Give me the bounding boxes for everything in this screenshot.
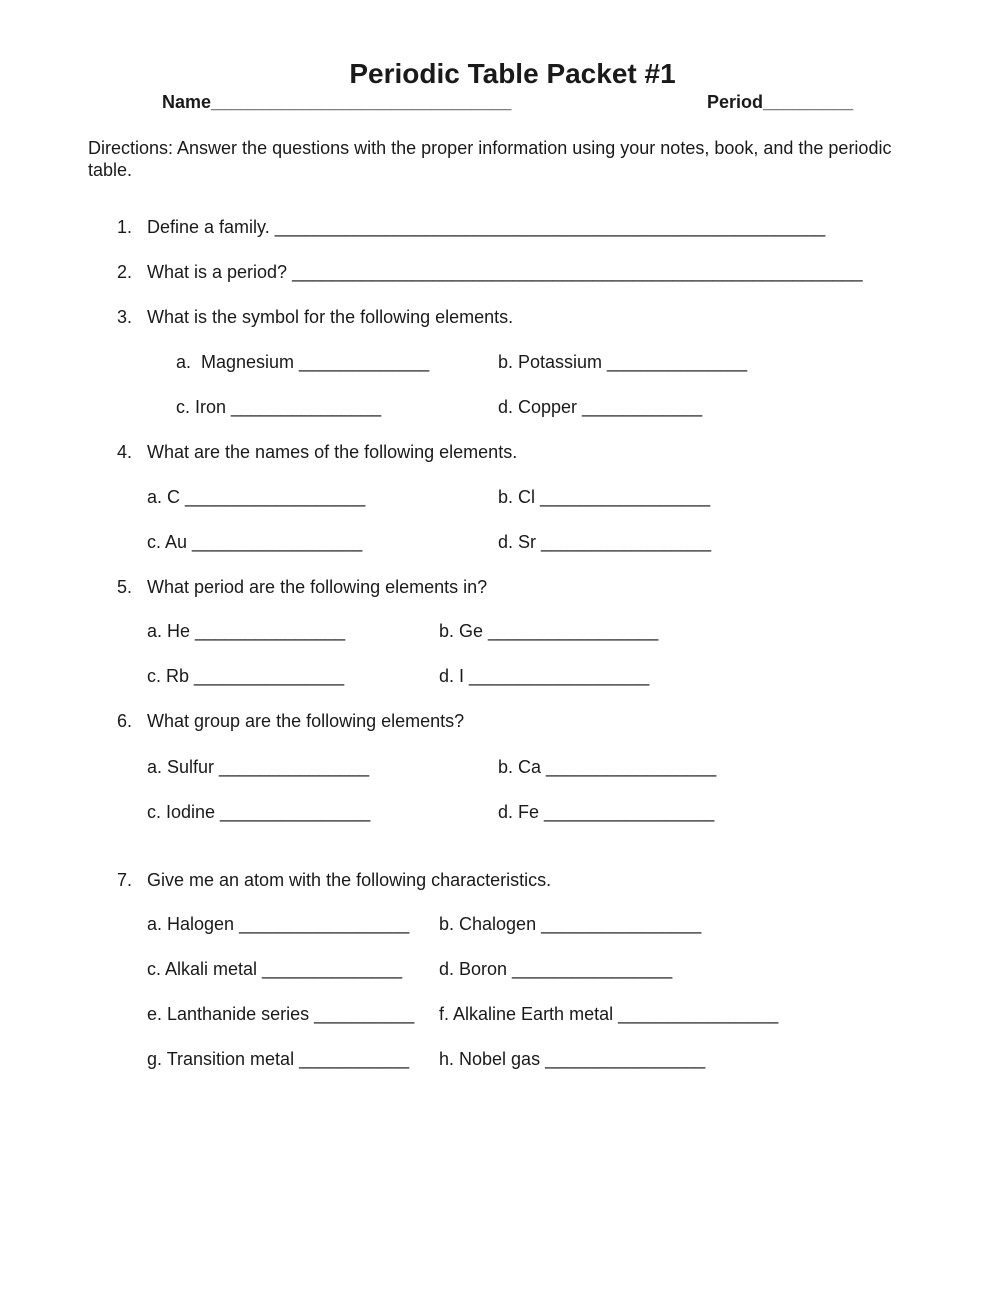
page-title: Periodic Table Packet #1 [349,58,676,89]
question-7: Give me an atom with the following characteristics. [147,870,552,890]
question-5-number: 5. [117,577,133,597]
question-5: What period are the following elements in? [147,577,488,597]
question-4d[interactable]: d. Sr _________________ [498,532,712,552]
question-6: What group are the following elements? [147,711,465,731]
question-4c[interactable]: c. Au _________________ [147,532,363,552]
question-6a[interactable]: a. Sulfur _______________ [147,757,370,777]
name-field[interactable]: Name______________________________ [162,92,512,112]
question-4-number: 4. [117,442,133,462]
question-4a[interactable]: a. C __________________ [147,487,366,507]
question-7d[interactable]: d. Boron ________________ [439,959,673,979]
question-1-number: 1. [117,217,133,237]
directions: Directions: Answer the questions with the proper information using your notes, book, and the periodic table. [88,138,892,180]
question-3: What is the symbol for the following elements. [147,307,514,327]
question-7e[interactable]: e. Lanthanide series __________ [147,1004,415,1024]
question-1[interactable]: Define a family. _______________________________________________________ [147,217,826,237]
question-3-number: 3. [117,307,133,327]
question-3a[interactable]: a. Magnesium _____________ [176,352,430,372]
question-7f[interactable]: f. Alkaline Earth metal ________________ [439,1004,779,1024]
question-5b[interactable]: b. Ge _________________ [439,621,659,641]
question-7c[interactable]: c. Alkali metal ______________ [147,959,403,979]
question-6d[interactable]: d. Fe _________________ [498,802,715,822]
question-7a[interactable]: a. Halogen _________________ [147,914,410,934]
period-field[interactable]: Period_________ [707,92,854,112]
question-5c[interactable]: c. Rb _______________ [147,666,345,686]
question-7b[interactable]: b. Chalogen ________________ [439,914,702,934]
question-7h[interactable]: h. Nobel gas ________________ [439,1049,706,1069]
question-4b[interactable]: b. Cl _________________ [498,487,711,507]
question-6-number: 6. [117,711,133,731]
question-2[interactable]: What is a period? _________________________________________________________ [147,262,863,282]
question-5a[interactable]: a. He _______________ [147,621,346,641]
question-7-number: 7. [117,870,133,890]
question-5d[interactable]: d. I __________________ [439,666,650,686]
question-3d[interactable]: d. Copper ____________ [498,397,703,417]
question-4: What are the names of the following elements. [147,442,518,462]
question-6c[interactable]: c. Iodine _______________ [147,802,371,822]
question-2-number: 2. [117,262,133,282]
question-7g[interactable]: g. Transition metal ___________ [147,1049,410,1069]
question-6b[interactable]: b. Ca _________________ [498,757,717,777]
question-3b[interactable]: b. Potassium ______________ [498,352,748,372]
question-3c[interactable]: c. Iron _______________ [176,397,382,417]
